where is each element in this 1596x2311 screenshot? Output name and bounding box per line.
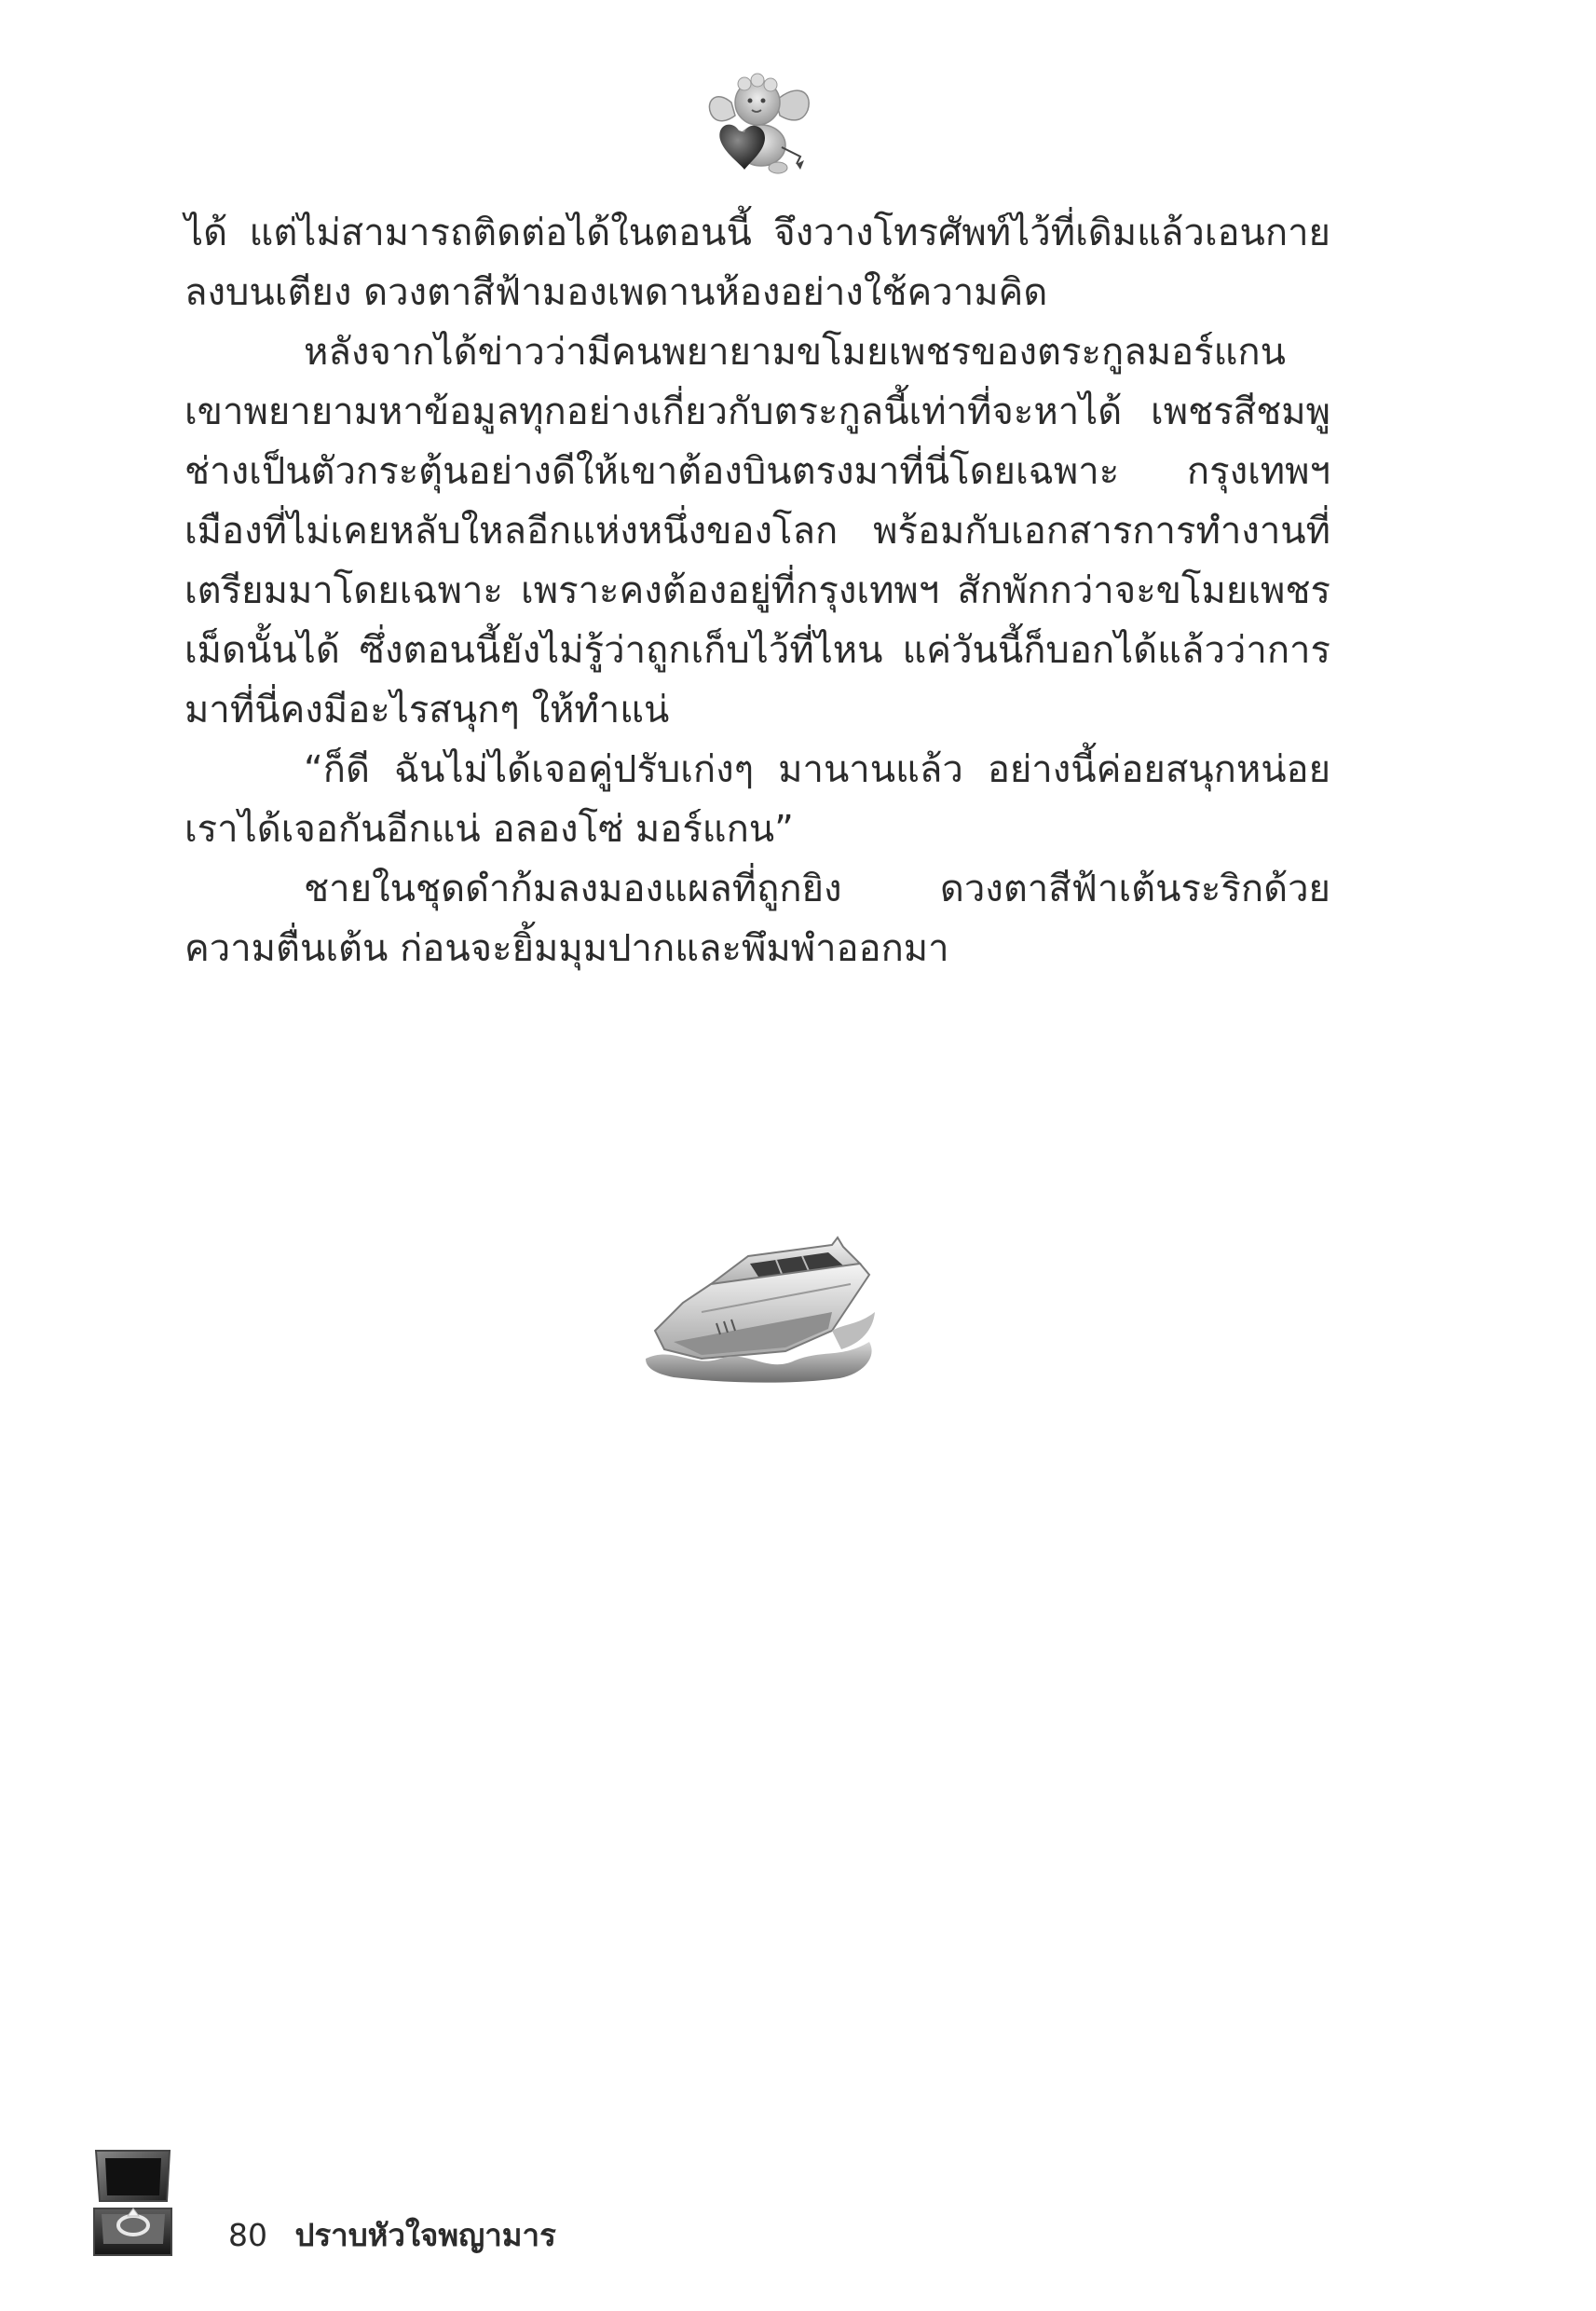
paragraph-1: ได้ แต่ไม่สามารถติดต่อได้ในตอนนี้ จึงวางโทรศัพท์ไว้ที่เดิมแล้วเอนกายลงบนเตียง ดวงตาสีฟ้ามองเพดานห้องอย่างใช้ความคิด <box>184 212 1330 314</box>
page-number: 80 <box>228 2217 267 2253</box>
paragraph-3: “ก็ดี ฉันไม่ได้เจอคู่ปรับเก่งๆ มานานแล้ว อย่างนี้ค่อยสนุกหน่อยเราได้เจอกันอีกแน่ อลองโซ่ มอร์แกน” <box>184 748 1330 851</box>
speedboat-icon <box>646 1219 884 1385</box>
chapter-body-text <box>184 203 1330 978</box>
page-footer <box>89 2143 834 2283</box>
cupid-heart-icon <box>703 73 815 180</box>
paragraph-2: หลังจากได้ข่าวว่ามีคนพยายามขโมยเพชรของตระกูลมอร์แกน เขาพยายามหาข้อมูลทุกอย่างเกี่ยวกับตระกูลนี้เท่าที่จะหาได้ เพชรสีชมพูช่างเป็นตัวกระตุ้นอย่างดีให้เขาต้องบินตรงมาที่นี่โดยเฉพาะ กรุงเทพฯ เมืองที่ไม่เคยหลับใหลอีกแห่งหนึ่งของโลก พร้อมกับเอกสารการทำงานที่เตรียมมาโดยเฉพาะ เพราะคงต้องอยู่ที่กรุงเทพฯ สักพักกว่าจะขโมยเพชรเม็ดนั้นได้ ซึ่งตอนนี้ยังไม่รู้ว่าถูกเก็บไว้ที่ไหน แค่วันนี้ก็บอกได้แล้วว่าการมาที่นี่คงมีอะไรสนุกๆ ให้ทำแน่ <box>184 331 1330 732</box>
book-title: ปราบหัวใจพญามาร <box>294 2217 556 2253</box>
ring-box-icon <box>89 2143 177 2264</box>
footer-text <box>228 2210 556 2260</box>
paragraph-4: ชายในชุดดำก้มลงมองแผลที่ถูกยิง ดวงตาสีฟ้าเต้นระริกด้วยความตื่นเต้น ก่อนจะยิ้มมุมปากและพึมพำออกมา <box>184 868 1330 970</box>
